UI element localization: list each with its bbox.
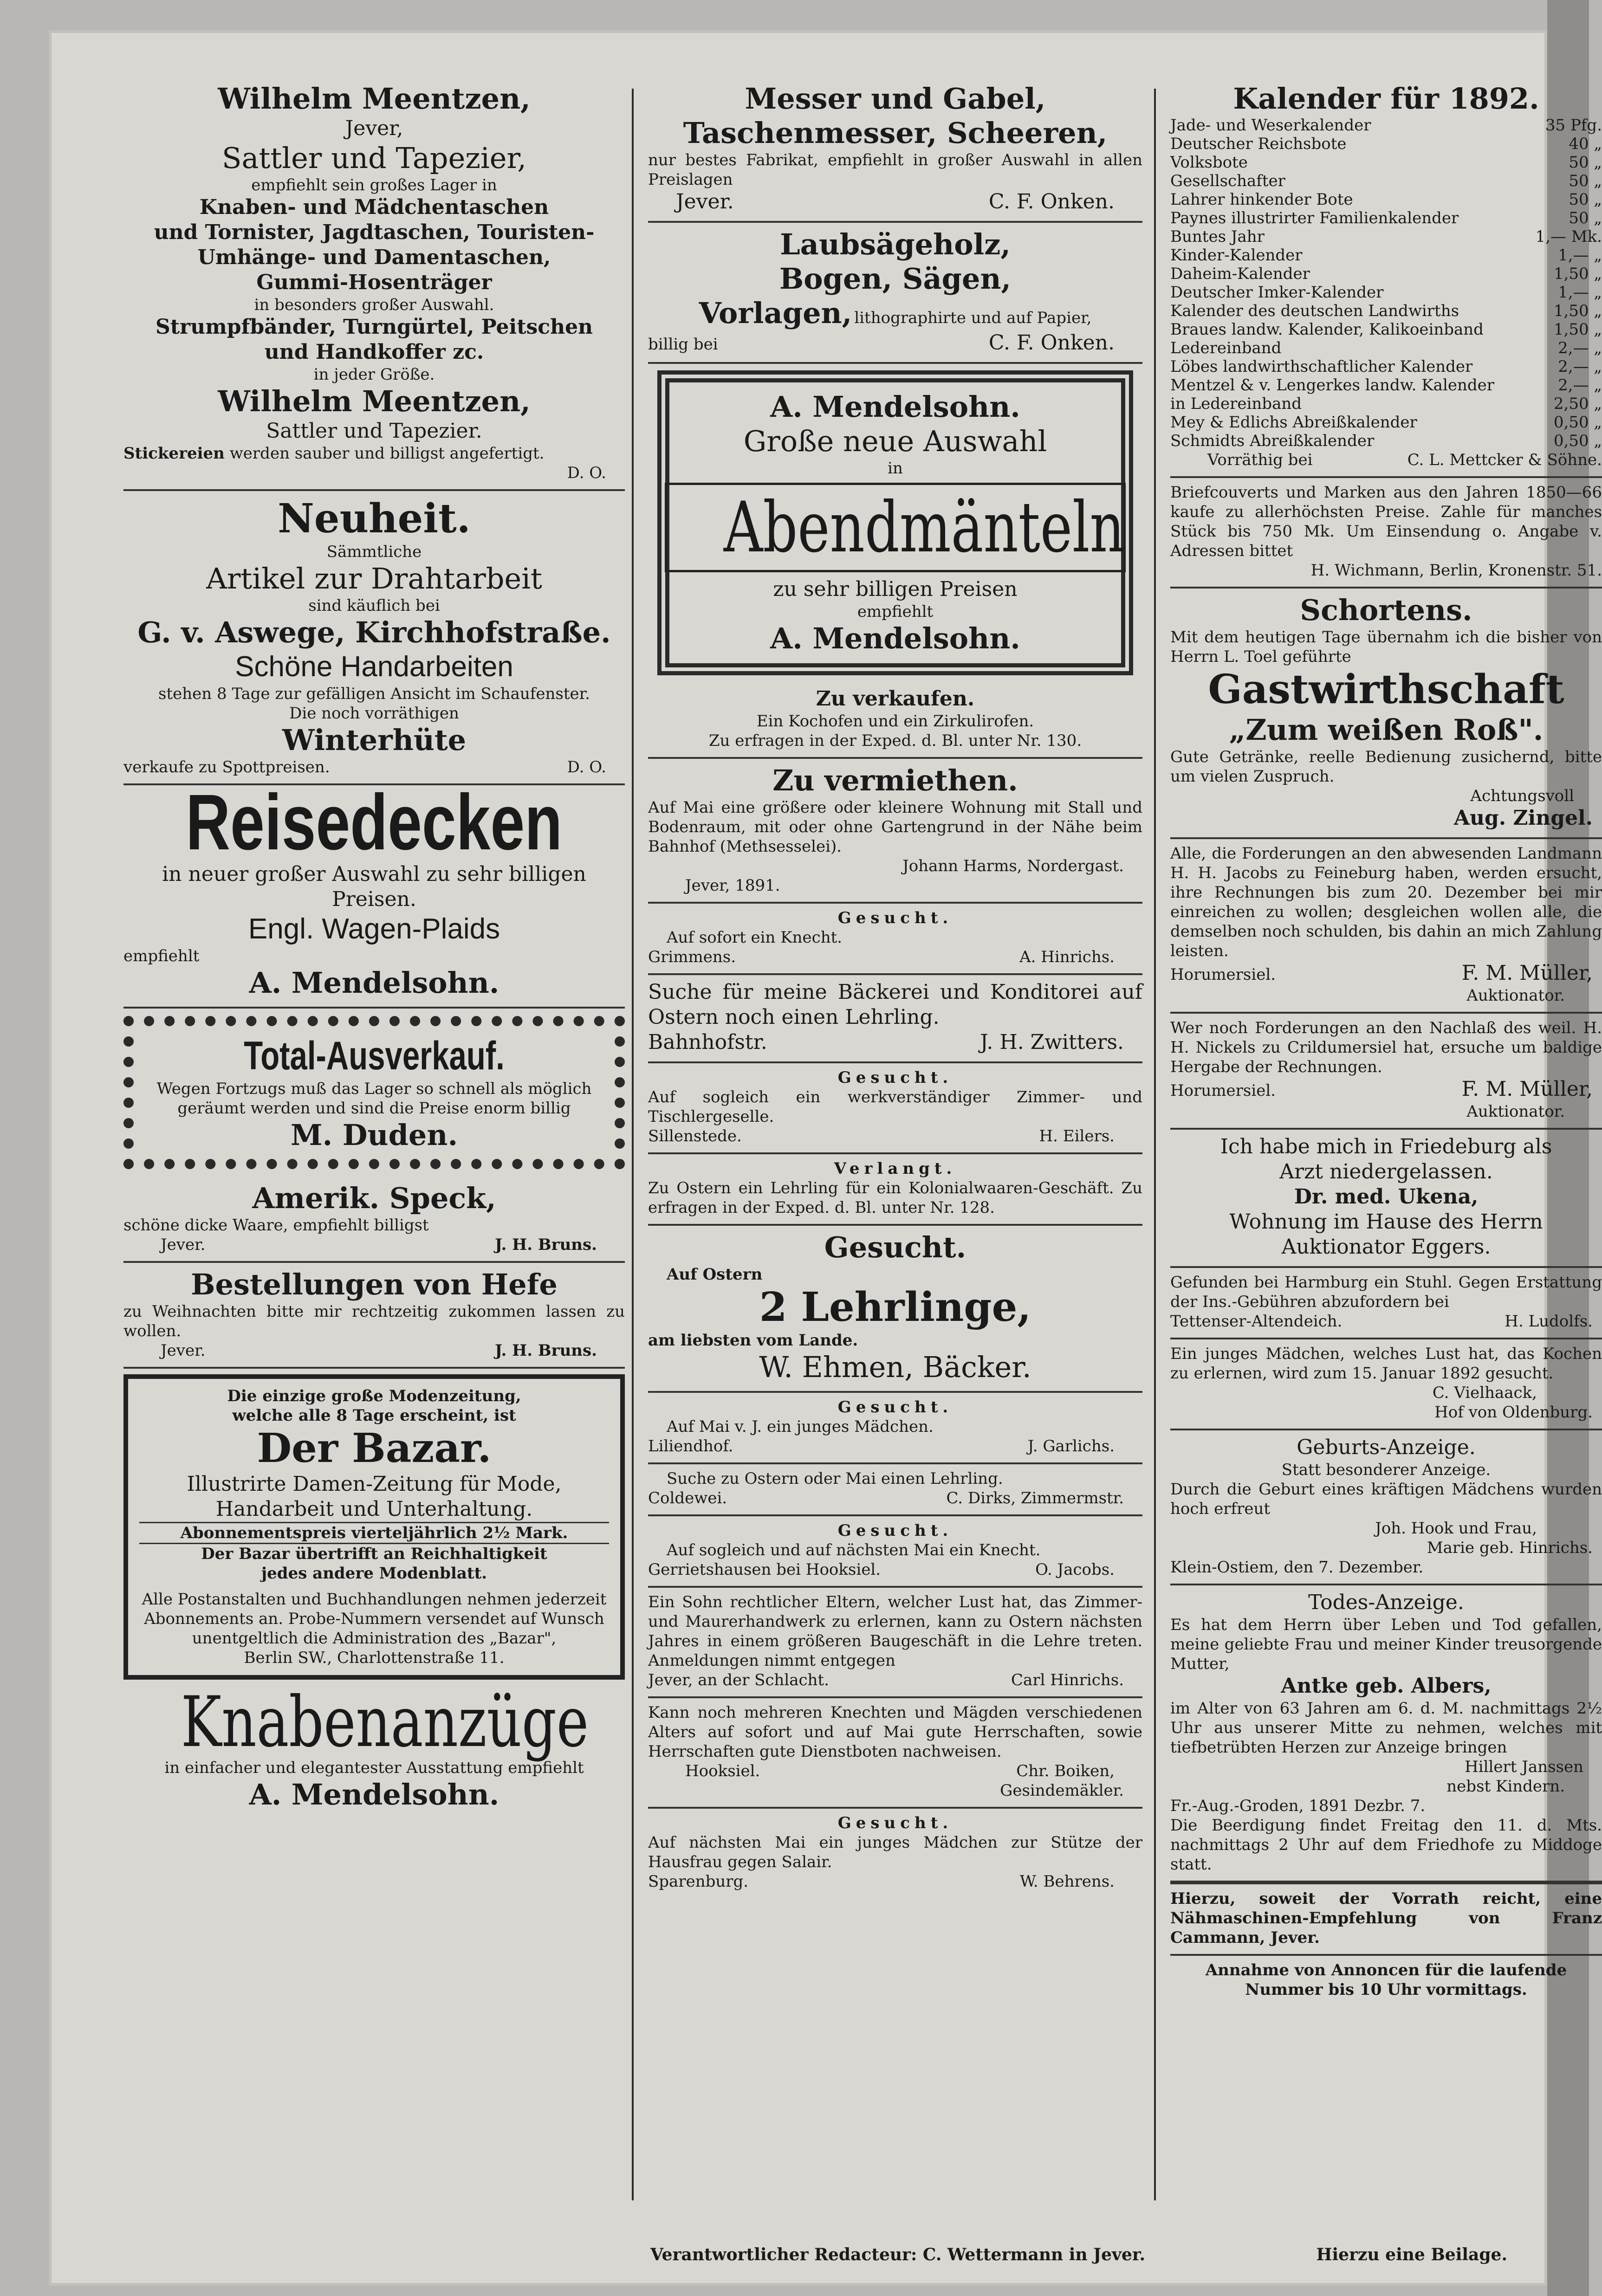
ad-text: Alle, die Forderungen an den abwesenden Landmann H. H. Jacobs zu Feineburg haben, werden ersucht, ihre Rechnungen bis zum 20. Dezember bei mir einreichen zu wollen; desgleichen wollen alle, die demselben noch schulden, bis dahin an mich Zahlung leisten. [1170, 844, 1602, 960]
ad-text: Umhänge- und Damentaschen, [197, 246, 551, 269]
calendar-item-price: 1,50 „ [1553, 265, 1602, 283]
column-middle [648, 77, 1142, 2223]
ad-text: Suche für meine Bäckerei und Konditorei auf Ostern noch einen Lehrling. [648, 980, 1142, 1029]
ad-title: Der Bazar. [257, 1425, 492, 1472]
ad-text: in jeder Größe. [313, 365, 435, 384]
ad-text: Auf Mai v. J. ein junges Mädchen. [667, 1417, 934, 1436]
ad-place: billig bei [648, 335, 718, 354]
calendar-item-name: Lahrer hinkender Bote [1170, 190, 1353, 209]
ad-text: Ich habe mich in Friedeburg als [1220, 1135, 1552, 1158]
ad-title-text: Knabenanzüge [181, 1682, 589, 1763]
calendar-item-price: 50 „ [1569, 209, 1602, 227]
ad-title: Gesucht. [837, 909, 953, 927]
ad-text: und Handkoffer zc. [264, 340, 484, 364]
ad-name: Dr. med. Ukena, [1294, 1185, 1479, 1209]
ad-knaben [123, 1682, 625, 1818]
ad-text: Artikel zur Drahtarbeit [206, 562, 542, 595]
ad-text: Die noch vorräthigen [289, 704, 459, 723]
calendar-item-name: Ledereinband [1170, 339, 1282, 357]
ad-name: J. H. Zwitters. [980, 1030, 1124, 1054]
ad-text: stehen 8 Tage zur gefälligen Ansicht im Schaufenster. [158, 685, 590, 703]
ad-name: F. M. Müller, [1461, 961, 1593, 985]
ad-gesucht-geselle [648, 1063, 1142, 1154]
ad-footer [648, 1030, 1142, 1055]
ad-text: Mit dem heutigen Tage übernahm ich die bisher von Herrn L. Toel geführte [1170, 628, 1602, 666]
ad-text: Auf sogleich ein werkverständiger Zimmer- und Tischlergeselle. [648, 1088, 1142, 1126]
calendar-item [1170, 283, 1602, 302]
ad-title: Gastwirthschaft [1208, 666, 1564, 713]
ad-text: Sämmtliche [326, 543, 422, 561]
calendar-item [1170, 413, 1602, 432]
ad-title: Verlangt. [834, 1159, 957, 1178]
ad-text: in besonders großer Auswahl. [254, 296, 494, 314]
ad-title-text: Total-Ausverkauf. [244, 1034, 505, 1078]
ad-gesinde [648, 1698, 1142, 1809]
calendar-item-price: 1,50 „ [1553, 320, 1602, 339]
ad-annahme [1170, 1956, 1602, 2006]
ad-name: Chr. Boiken, [1016, 1762, 1115, 1780]
ad-footer [1170, 961, 1602, 986]
ad-title: Geburts-Anzeige. [1297, 1436, 1476, 1459]
ad-text: Durch die Geburt eines kräftigen Mädchens wurden hoch erfreut [1170, 1480, 1602, 1518]
ad-text: Wer noch Forderungen an den Nachlaß des weil. H. H. Nickels zu Crildumersiel hat, ersuche um baldige Hergabe der Rechnungen. [1170, 1019, 1602, 1076]
calendar-item-price: 50 „ [1569, 172, 1602, 190]
ad-name: H. Eilers. [1039, 1127, 1115, 1145]
ad-title-row [648, 296, 1142, 330]
ad-abendmaentel [657, 370, 1133, 675]
calendar-item-price: 40 „ [1569, 135, 1602, 153]
ad-greeting: Achtungsvoll [1470, 787, 1574, 805]
ad-text: Auf Ostern [667, 1265, 763, 1284]
calendar-item [1170, 190, 1602, 209]
ad-bazar [123, 1374, 625, 1680]
ad-title [665, 483, 1126, 572]
ad-text: Gefunden bei Harmburg ein Stuhl. Gegen Erstattung der Ins.-Gebühren abzufordern bei [1170, 1273, 1602, 1311]
ad-text: Ein junges Mädchen, welches Lust hat, das Kochen zu erlernen, wird zum 15. Januar 1892 gesucht. [1170, 1345, 1602, 1383]
ad-place: Horumersiel. [1170, 965, 1276, 984]
ad-footer [648, 1126, 1142, 1146]
calendar-item-name: Buntes Jahr [1170, 227, 1265, 246]
ad-speck [123, 1177, 625, 1263]
ad-place: Horumersiel. [1170, 1081, 1276, 1100]
ad-text: in einfacher und elegantester Ausstattung empfiehlt [164, 1759, 584, 1777]
ad-place: Grimmens. [648, 948, 736, 966]
ad-footer [1170, 1312, 1602, 1331]
ad-neuheit [123, 491, 625, 785]
ad-text: Jever, [345, 116, 403, 140]
calendar-item [1170, 135, 1602, 153]
calendar-item [1170, 432, 1602, 450]
ad-firm: C. L. Mettcker & Söhne. [1407, 451, 1602, 469]
ad-place: Fr.-Aug.-Groden, 1891 Dezbr. 7. [1170, 1797, 1426, 1815]
ad-firm: J. H. Bruns. [495, 1235, 597, 1254]
ad-text: Handarbeit und Unterhaltung. [215, 1497, 533, 1521]
ad-title: Amerik. Speck, [252, 1181, 496, 1215]
ad-text: Vorräthig bei [1207, 451, 1313, 469]
ad-name: H. Ludolfs. [1505, 1312, 1593, 1331]
ad-text: empfiehlt sein großes Lager in [251, 176, 497, 194]
ad-text: Wohnung im Hause des Herrn [1229, 1210, 1543, 1234]
ad-text: schöne dicke Waare, empfiehlt billigst [123, 1216, 429, 1235]
ad-firm: M. Duden. [290, 1118, 458, 1152]
ad-title: Neuheit. [278, 495, 471, 542]
ad-laubsaege [648, 223, 1142, 364]
ad-place: Sparenburg. [648, 1872, 749, 1891]
calendar-item-price: 0,50 „ [1553, 413, 1602, 432]
calendar-item [1170, 339, 1602, 357]
ad-footer [648, 330, 1142, 356]
ad-text: Statt besonderer Anzeige. [1281, 1461, 1491, 1479]
calendar-item [1170, 172, 1602, 190]
ad-text: empfiehlt [857, 602, 934, 621]
ad-text: Große neue Auswahl [743, 424, 1047, 458]
ad-footer [1170, 1077, 1602, 1102]
ad-vermiethen [648, 759, 1142, 904]
ad-firm: C. F. Onken. [988, 190, 1115, 213]
ad-place: Liliendhof. [648, 1437, 733, 1455]
ad-title: Bestellungen von Hefe [191, 1268, 558, 1301]
calendar-item [1170, 227, 1602, 246]
ad-name: O. Jacobs. [1035, 1560, 1115, 1579]
calendar-item-name: Daheim-Kalender [1170, 265, 1310, 283]
ad-text: jedes andere Modenblatt. [261, 1564, 487, 1583]
calendar-item [1170, 116, 1602, 135]
calendar-item [1170, 209, 1602, 227]
ad-title: Messer und Gabel, [745, 82, 1046, 116]
ad-title: Taschenmesser, Scheeren, [683, 116, 1108, 150]
calendar-item-name: Braues landw. Kalender, Kalikoeinband [1170, 320, 1484, 339]
ad-firm: J. H. Bruns. [495, 1341, 597, 1360]
ad-text: zu Weihnachten bitte mir rechtzeitig zukommen lassen zu wollen. [123, 1302, 625, 1340]
calendar-item-price: 2,50 „ [1553, 395, 1602, 413]
ad-owner: Aug. Zingel. [1453, 806, 1593, 830]
ad-footer [123, 757, 625, 777]
calendar-item-price: 2,— „ [1558, 357, 1602, 376]
calendar-item-name: Deutscher Reichsbote [1170, 135, 1347, 153]
ad-note: werden sauber und billigst angefertigt. [229, 444, 545, 463]
ad-address: Berlin SW., Charlottenstraße 11. [244, 1649, 505, 1667]
ad-text: Auf nächsten Mai ein junges Mädchen zur Stütze der Hausfrau gegen Salair. [648, 1833, 1142, 1871]
ad-name: Marie geb. Hinrichs. [1427, 1539, 1593, 1557]
ad-text: Auf Mai eine größere oder kleinere Wohnung mit Stall und Bodenraum, mit oder ohne Gartengrund in der Nähe beim Bahnhof (Methsesselei). [648, 798, 1142, 856]
ad-footer [648, 1560, 1142, 1579]
ad-title: Gesucht. [837, 1521, 953, 1540]
ad-title-text: Reisedecken [186, 778, 563, 867]
ad-text: Illustrirte Damen-Zeitung für Mode, [187, 1472, 562, 1496]
ad-footer [648, 1872, 1142, 1891]
ad-firm: A. Mendelsohn. [770, 621, 1020, 655]
ad-jacobs [1170, 839, 1602, 1014]
ad-title [145, 1033, 603, 1079]
ad-footer [648, 189, 1142, 214]
calendar-item [1170, 246, 1602, 265]
ad-text: Knaben- und Mädchentaschen [199, 195, 549, 219]
ad-text: Sattler und Tapezier. [266, 419, 482, 443]
ad-place: Bahnhofstr. [648, 1030, 767, 1054]
ad-title [123, 778, 625, 867]
ad-text: Alle Postanstalten und Buchhandlungen nehmen jederzeit Abonnements an. Probe-Nummern versendet auf Wunsch unentgeltlich die Administration des „Bazar", [142, 1590, 607, 1648]
ad-briefcouverts [1170, 478, 1602, 589]
ad-place: Jever. [161, 1235, 206, 1254]
ad-text: Zu erfragen in der Exped. d. Bl. unter Nr. 130. [708, 731, 1082, 750]
ad-lead: Stickereien [123, 444, 225, 463]
ad-firm: C. F. Onken. [988, 331, 1115, 355]
ad-text: Schöne Handarbeiten [235, 651, 513, 683]
calendar-item-price: 50 „ [1569, 153, 1602, 172]
ad-code: D. O. [567, 758, 606, 776]
ad-place: Gerrietshausen bei Hooksiel. [648, 1560, 881, 1579]
ad-title: Gesucht. [837, 1398, 953, 1416]
ad-name: nebst Kindern. [1446, 1777, 1565, 1796]
calendar-item-name: Paynes illustrirter Familienkalender [1170, 209, 1459, 227]
ad-place: Tettenser-Altendeich. [1170, 1312, 1343, 1331]
ad-role: Auktionator. [1466, 1102, 1565, 1121]
ad-footer [123, 1235, 625, 1255]
ad-name: Joh. Hook und Frau, [1375, 1519, 1537, 1538]
ad-name: Carl Hinrichs. [1011, 1671, 1124, 1689]
ad-text: Annahme von Annoncen für die laufende Nummer bis 10 Uhr vormittags. [1205, 1961, 1567, 1999]
ad-title: Bogen, Sägen, [779, 262, 1012, 296]
ad-title-text: Abendmänteln [723, 487, 1125, 568]
ad-text: Wegen Fortzugs muß das Lager so schnell als möglich geräumt werden und sind die Preise enorm billig [156, 1080, 592, 1118]
ad-text: am liebsten vom Lande. [648, 1331, 858, 1350]
ad-title: Zu vermiethen. [772, 763, 1018, 797]
calendar-item [1170, 395, 1602, 413]
ad-firm: A. Mendelsohn. [770, 390, 1020, 424]
ad-place: Hooksiel. [685, 1762, 760, 1780]
ad-text: Engl. Wagen-Plaids [248, 913, 500, 945]
ad-title: Wilhelm Meentzen, [218, 82, 531, 116]
calendar-item-name: Gesellschafter [1170, 172, 1285, 190]
editor-line: Verantwortlicher Redacteur: C. Wettermann in Jever. [650, 2245, 1146, 2264]
ad-text: Auf sofort ein Knecht. [667, 928, 843, 947]
calendar-item-price: 2,— „ [1558, 339, 1602, 357]
ad-text: Die Beerdigung findet Freitag den 11. d. Mts. nachmittags 2 Uhr auf dem Friedhofe zu Middoge statt. [1170, 1816, 1602, 1874]
ad-place: Schortens. [1300, 593, 1472, 627]
ad-kalender [1170, 77, 1602, 478]
calendar-item-price: 1,50 „ [1553, 302, 1602, 320]
calendar-item-name: Schmidts Abreißkalender [1170, 432, 1375, 450]
ad-meentzen [123, 77, 625, 491]
calendar-item-price: 1,— „ [1558, 283, 1602, 302]
ad-text: Gute Getränke, reelle Bedienung zusichernd, bitte um vielen Zuspruch. [1170, 748, 1602, 786]
ad-title: Wilhelm Meentzen, [218, 384, 531, 418]
calendar-item-price: 2,— „ [1558, 376, 1602, 395]
ad-name: J. Garlichs. [1027, 1437, 1115, 1455]
ad-text: lithographirte und auf Papier, [854, 309, 1092, 327]
ad-title: Gesucht. [837, 1068, 953, 1087]
ad-place: Klein-Ostiem, den 7. Dezember. [1170, 1558, 1424, 1577]
ad-text: Briefcouverts und Marken aus den Jahren 1850—66 kaufe zu allerhöchsten Preise. Zahle für manches Stück bis 750 Mk. Um Einsendung o. Angabe v. Adressen bittet [1170, 483, 1602, 560]
calendar-item [1170, 376, 1602, 395]
ad-title: Gesucht. [837, 1814, 953, 1832]
ad-text: Ein Kochofen und ein Zirkulirofen. [756, 712, 1034, 731]
ad-arzt [1170, 1130, 1602, 1268]
ad-text: Es hat dem Herrn über Leben und Tod gefallen, meine geliebte Frau und meiner Kinder treusorgende Mutter, [1170, 1616, 1602, 1673]
ad-gastwirthschaft [1170, 589, 1602, 839]
ad-firm: A. Mendelsohn. [249, 966, 499, 1000]
ad-text: Gummi-Hosenträger [256, 271, 492, 294]
calendar-item [1170, 302, 1602, 320]
ad-text: in neuer großer Auswahl zu sehr billigen Preisen. [162, 862, 586, 911]
ad-price: Abonnementspreis vierteljährlich 2½ Mark. [139, 1522, 609, 1544]
ad-role: Gesindemäkler. [1000, 1781, 1124, 1800]
ad-title: Laubsägeholz, [780, 227, 1011, 261]
ad-footer [648, 1761, 1142, 1781]
ad-nickels [1170, 1014, 1602, 1130]
ad-tod [1170, 1585, 1602, 1882]
ad-text: Auktionator Eggers. [1281, 1235, 1491, 1259]
ad-text: in [888, 459, 903, 478]
ad-text: sind käuflich bei [308, 596, 440, 615]
calendar-item-name: Mentzel & v. Lengerkes landw. Kalender [1170, 376, 1494, 395]
ad-text: im Alter von 63 Jahren am 6. d. M. nachmittags 2½ Uhr aus unserer Mitte zu nehmen, welches mit tiefbetrübten Herzen zur Anzeige bringen [1170, 1699, 1602, 1757]
ad-text: welche alle 8 Tage erscheint, ist [232, 1406, 516, 1425]
ad-name: C. Vielhaack, [1432, 1384, 1537, 1402]
ad-text: verkaufe zu Spottpreisen. [123, 758, 330, 776]
ad-lehrlinge [648, 1226, 1142, 1393]
calendar-item-name: Kalender des deutschen Landwirths [1170, 302, 1459, 320]
column-right [1170, 77, 1602, 2223]
ad-title [123, 1682, 625, 1763]
ad-footer [648, 1436, 1142, 1456]
ad-verkaufen [648, 682, 1142, 759]
calendar-item-price: 1,— „ [1558, 246, 1602, 265]
ad-ausverkauf [123, 1016, 625, 1169]
ad-hefe [123, 1263, 625, 1369]
ad-firm: A. Mendelsohn. [249, 1778, 499, 1811]
ad-gefunden [1170, 1268, 1602, 1339]
ad-baulehre [648, 1588, 1142, 1698]
ad-gesucht-knecht2 [648, 1516, 1142, 1588]
calendar-item-name: Löbes landwirthschaftlicher Kalender [1170, 357, 1473, 376]
ad-place: Hof von Oldenburg. [1434, 1403, 1593, 1422]
ad-gesucht-maedchen [648, 1393, 1142, 1464]
calendar-item-name: Deutscher Imker-Kalender [1170, 283, 1384, 302]
ad-text: zu sehr billigen Preisen [773, 577, 1018, 601]
ad-reisedecken [123, 778, 625, 1009]
ad-text: Arzt niedergelassen. [1279, 1160, 1493, 1184]
ad-title: Kalender für 1892. [1233, 82, 1539, 116]
ad-title: Vorlagen, [699, 296, 852, 330]
ad-footer [123, 1341, 625, 1360]
column-divider [1154, 89, 1156, 2200]
ad-shop: G. v. Aswege, Kirchhofstraße. [137, 615, 611, 649]
ad-name: Hillert Janssen [1465, 1758, 1583, 1776]
ad-footer [648, 1488, 1142, 1508]
ad-text [123, 444, 625, 463]
ad-name: Antke geb. Albers, [1281, 1674, 1492, 1698]
ad-footer [648, 1670, 1142, 1690]
ad-text: Winterhüte [282, 723, 467, 757]
calendar-item-name: Kinder-Kalender [1170, 246, 1303, 265]
ad-kochen [1170, 1339, 1602, 1430]
ad-baeckerei [648, 975, 1142, 1063]
calendar-item-price: 50 „ [1569, 190, 1602, 209]
ad-footer [648, 947, 1142, 967]
calendar-item [1170, 320, 1602, 339]
ad-text: empfiehlt [123, 947, 200, 965]
ad-place: Sillenstede. [648, 1127, 742, 1145]
ad-text: Suche zu Ostern oder Mai einen Lehrling. [667, 1469, 1003, 1488]
calendar-item-name: in Ledereinband [1170, 395, 1302, 413]
ad-footer [1170, 450, 1602, 470]
ad-place: Jever. [161, 1341, 206, 1360]
column-left [123, 77, 625, 2223]
calendar-item-name: Volksbote [1170, 153, 1248, 172]
ad-name: „Zum weißen Roß". [1229, 713, 1544, 747]
column-divider [632, 89, 634, 2200]
ad-place: Jever, 1891. [685, 876, 780, 895]
ad-name: A. Hinrichs. [1019, 948, 1115, 966]
calendar-item-name: Mey & Edlichs Abreißkalender [1170, 413, 1417, 432]
calendar-item-name: Jade- und Weserkalender [1170, 116, 1371, 135]
calendar-item-price: 0,50 „ [1553, 432, 1602, 450]
ad-name: F. M. Müller, [1461, 1077, 1593, 1101]
ad-geburt [1170, 1430, 1602, 1585]
ad-naehmaschinen [1170, 1882, 1602, 1956]
calendar-item-price: 35 Pfg. [1545, 116, 1602, 135]
ad-text: Ein Sohn rechtlicher Eltern, welcher Lust hat, das Zimmer- und Maurerhandwerk zu erlernen, kann zu Ostern nächsten Jahres in einem größeren Baugeschäft in die Lehre treten. Anmeldungen nimmt entgegen [648, 1593, 1142, 1670]
ad-place: Coldewei. [648, 1489, 727, 1507]
ad-title: Todes-Anzeige. [1308, 1591, 1464, 1614]
ad-text: Die einzige große Modenzeitung, [227, 1387, 521, 1405]
ad-role: Auktionator. [1466, 986, 1565, 1005]
ad-coldewei [648, 1464, 1142, 1516]
ad-text: Zu Ostern ein Lehrling für ein Kolonialwaaren-Geschäft. Zu erfragen in der Exped. d. Bl. unter Nr. 128. [648, 1179, 1142, 1217]
ad-verlangt [648, 1154, 1142, 1226]
ad-big: 2 Lehrlinge, [759, 1284, 1031, 1331]
calendar-item-price: 1,— Mk. [1535, 227, 1602, 246]
calendar-item [1170, 357, 1602, 376]
ad-name: Johann Harms, Nordergast. [902, 857, 1124, 875]
calendar-item [1170, 153, 1602, 172]
ad-name: W. Ehmen, Bäcker. [759, 1350, 1031, 1384]
ad-text: Sattler und Tapezier, [222, 141, 526, 175]
ad-gesucht-stuetze [648, 1809, 1142, 1898]
ad-place: Jever. [676, 190, 734, 213]
ad-messer [648, 77, 1142, 223]
ad-text: und Tornister, Jagdtaschen, Touristen- [154, 220, 595, 244]
ad-title: Zu verkaufen. [816, 687, 975, 711]
calendar-price-list [1170, 116, 1602, 450]
ad-name: C. Dirks, Zimmermstr. [946, 1489, 1124, 1507]
ad-text: Auf sogleich und auf nächsten Mai ein Knecht. [667, 1541, 1041, 1559]
supplement-note: Hierzu eine Beilage. [1316, 2245, 1507, 2264]
newspaper-page [49, 30, 1602, 2286]
ad-gesucht-knecht [648, 904, 1142, 975]
ad-text: Kann noch mehreren Knechten und Mägden verschiedenen Alters auf sofort und auf Mai gute Herrschaften, sowie Herrschaften gute Dienstboten nachweisen. [648, 1703, 1142, 1761]
ad-name: W. Behrens. [1019, 1872, 1115, 1891]
ad-text: Hierzu, soweit der Vorrath reicht, eine Nähmaschinen-Empfehlung von Franz Cammann, Jever. [1170, 1889, 1602, 1947]
ad-code: D. O. [567, 464, 606, 482]
ad-title: Gesucht. [824, 1230, 966, 1264]
ad-name: H. Wichmann, Berlin, Kronenstr. 51. [1310, 561, 1602, 580]
ad-text: nur bestes Fabrikat, empfiehlt in großer Auswahl in allen Preislagen [648, 151, 1142, 189]
ad-place: Jever, an der Schlacht. [648, 1671, 829, 1689]
calendar-item [1170, 265, 1602, 283]
ad-text: Strumpfbänder, Turngürtel, Peitschen [155, 315, 593, 339]
ad-text: Der Bazar übertrifft an Reichhaltigkeit [201, 1545, 547, 1563]
